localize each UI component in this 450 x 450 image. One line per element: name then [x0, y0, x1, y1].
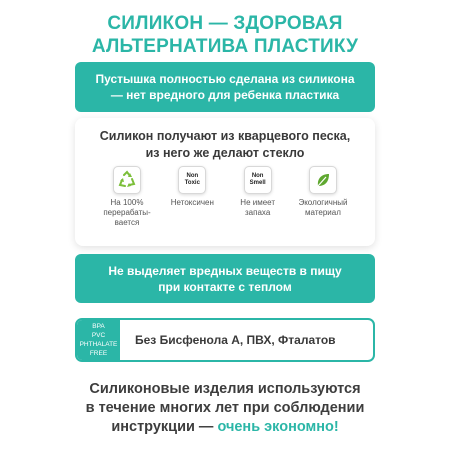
label-line: вается [114, 218, 140, 227]
non-toxic-icon [178, 166, 206, 194]
badge-line: Non [186, 173, 199, 179]
silicone-info-line-1: Пустышка полностью сделана из силикона [95, 72, 355, 86]
badge-line: Smell [249, 180, 266, 186]
bottom-line-3 [0, 418, 450, 437]
bpa-free-box [75, 318, 375, 362]
badge-line: PVC [91, 332, 106, 339]
heat-safety-line-1: Не выделяет вредных веществ в пищу [108, 264, 342, 278]
feature-non-smell-label [240, 198, 275, 218]
feature-eco [291, 166, 355, 228]
properties-card-text [75, 128, 375, 162]
recycle-icon [113, 166, 141, 194]
leaf-icon [309, 166, 337, 194]
heat-safety-line-2: при контакте с теплом [158, 280, 292, 294]
bpa-free-badge [77, 320, 120, 360]
feature-recyclable [95, 166, 159, 228]
headline-line-2: АЛЬТЕРНАТИВА ПЛАСТИКУ [91, 36, 359, 57]
bottom-accent: очень экономно! [217, 419, 339, 435]
headline-line-1: СИЛИКОН — ЗДОРОВАЯ [107, 13, 343, 34]
card-line-2: из него же делают стекло [145, 146, 305, 160]
label-line: На 100% [110, 198, 144, 207]
card-line-1: Силикон получают из кварцевого песка, [99, 129, 351, 143]
label-line: материал [305, 208, 341, 217]
feature-non-toxic [160, 166, 224, 228]
silicone-info-line-2: — нет вредного для ребенка пластика [110, 88, 340, 102]
non-smell-icon [244, 166, 272, 194]
badge-line: FREE [89, 350, 108, 357]
bpa-free-text: Без Бисфенола А, ПВХ, Фталатов [135, 333, 336, 347]
badge-line: Toxic [184, 180, 200, 186]
feature-non-smell [226, 166, 290, 228]
feature-eco-label [298, 198, 347, 218]
badge-line: BPA [92, 323, 105, 330]
feature-recyclable-label [103, 198, 150, 228]
feature-non-toxic-label [171, 198, 214, 208]
label-line: запаха [245, 208, 271, 217]
silicone-info-box [75, 62, 375, 112]
headline [0, 12, 450, 58]
label-line: Не имеет [240, 198, 276, 207]
badge-line: Non [251, 173, 264, 179]
properties-card [75, 118, 375, 246]
label-line: Нетоксичен [170, 198, 214, 207]
heat-safety-box [75, 254, 375, 303]
feature-list [95, 166, 355, 228]
badge-line: PHTHALATE [79, 341, 118, 348]
label-line: Экологичный [298, 198, 348, 207]
bottom-line-1: Силиконовые изделия используются [89, 381, 361, 397]
label-line: перерабаты- [103, 208, 151, 217]
bottom-line-3-prefix: инструкции — [111, 419, 218, 435]
bottom-text [0, 380, 450, 437]
bottom-line-2: в течение многих лет при соблюдении [85, 400, 365, 416]
